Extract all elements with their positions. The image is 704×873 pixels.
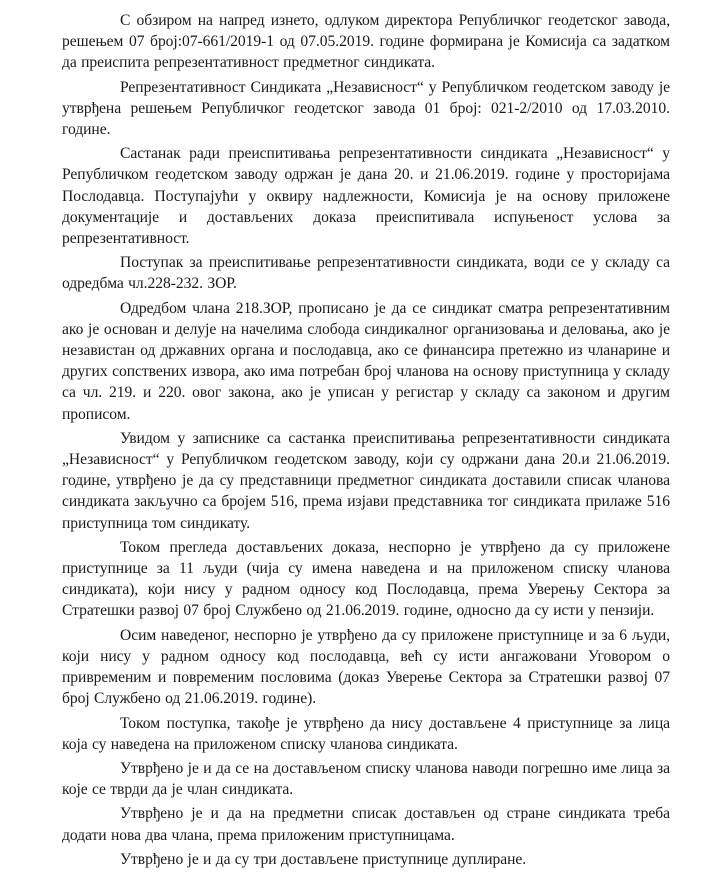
paragraph-representativeness-decision: Репрезентативност Синдиката „Независност“ у Републичком геодетском заводу је утврђена решењем Републичког геодетског завода 01 број: 021-2/2010 од 17.03.2010. године. <box>62 78 670 139</box>
paragraph-duplicates: Утврђено је и да су три достављене приступнице дуплиране. <box>120 850 527 868</box>
paragraph-contract-members: Осим наведеног, неспорно је утврђено да су приложене приступнице и за 6 људи, који нису у радном односу код послодавца, већ су исти ангажовани Уговором о привременим и повременим пословима (доказ Уверење Сектора за Стратешки развој 07 број Службено од 21.06.2019. године). <box>62 626 670 708</box>
paragraph-retired-members: Током прегледа достављених доказа, неспорно је утврђено да су приложене приступнице за 11 људи (чија су имена наведена и на приложеном списку чланова синдиката), који нису у радном односу код Послодавца, према Уверењу Сектора за Стратешки развој 07 број Службено од 21.06.2019. године, односно да су исти у пензији. <box>62 538 670 620</box>
paragraph-minutes-review: Увидом у записнике са састанка преиспитивања репрезентативности синдиката „Независност“ у Републичком геодетском заводу, који су одржани дана 20.и 21.06.2019. године, утврђено је да су представници предметног синдиката доставили списак чланова синдиката закључно са бројем 516, према изјави представника тог синдиката прилаже 516 приступница том синдикату. <box>62 429 670 532</box>
paragraph-wrong-name: Утврђено је и да се на достављеном списку чланова наводи погрешно име лица за које се тврди да је члан синдиката. <box>62 759 670 799</box>
paragraph-commission-formation: С обзиром на напред изнето, одлуком директора Републичког геодетског завода, решењем 07 број:07-661/2019-1 од 07.05.2019. године формирана је Комисија са задатком да преиспита репрезентативност предметног синдиката. <box>62 12 670 72</box>
paragraph-new-members: Утврђено је и да на предметни списак достављен од стране синдиката треба додати нова два члана, према приложеним приступницама. <box>62 805 670 844</box>
document-page <box>62 10 670 873</box>
paragraph-procedure: Поступак за преиспитивање репрезентативности синдиката, води се у складу са одредбма чл.228-232. ЗОР. <box>62 254 670 293</box>
paragraph-article-218: Одредбом члана 218.ЗОР, прописано је да се синдикат сматра репрезентативним ако је основан и делује на начелима слобода синдикалног организовања и деловања, ако је независтан од државних органа и послодавца, ако се финансира претежно из чланарине и других сопствених извора, ако има потребан број чланова на основу приступница у складу са чл. 219. и 220. овог закона, ако је уписан у регистар у складу са законом и другим прописом. <box>62 299 670 423</box>
paragraph-missing-applications: Током поступка, такође је утврђено да нису достављене 4 приступнице за лица која су наведена на приложеном списку чланова синдиката. <box>62 714 670 753</box>
paragraph-meeting-held: Састанак ради преиспитивања репрезентативности синдиката „Независност“ у Републичком геодетском заводу одржан је дана 20. и 21.06.2019. године у просторијама Послодавца. Поступајући у оквиру надлежности, Комисија је на основу приложене документације и достављених доказа преиспитивала испуњеност услова за репрезентативност. <box>62 145 670 248</box>
